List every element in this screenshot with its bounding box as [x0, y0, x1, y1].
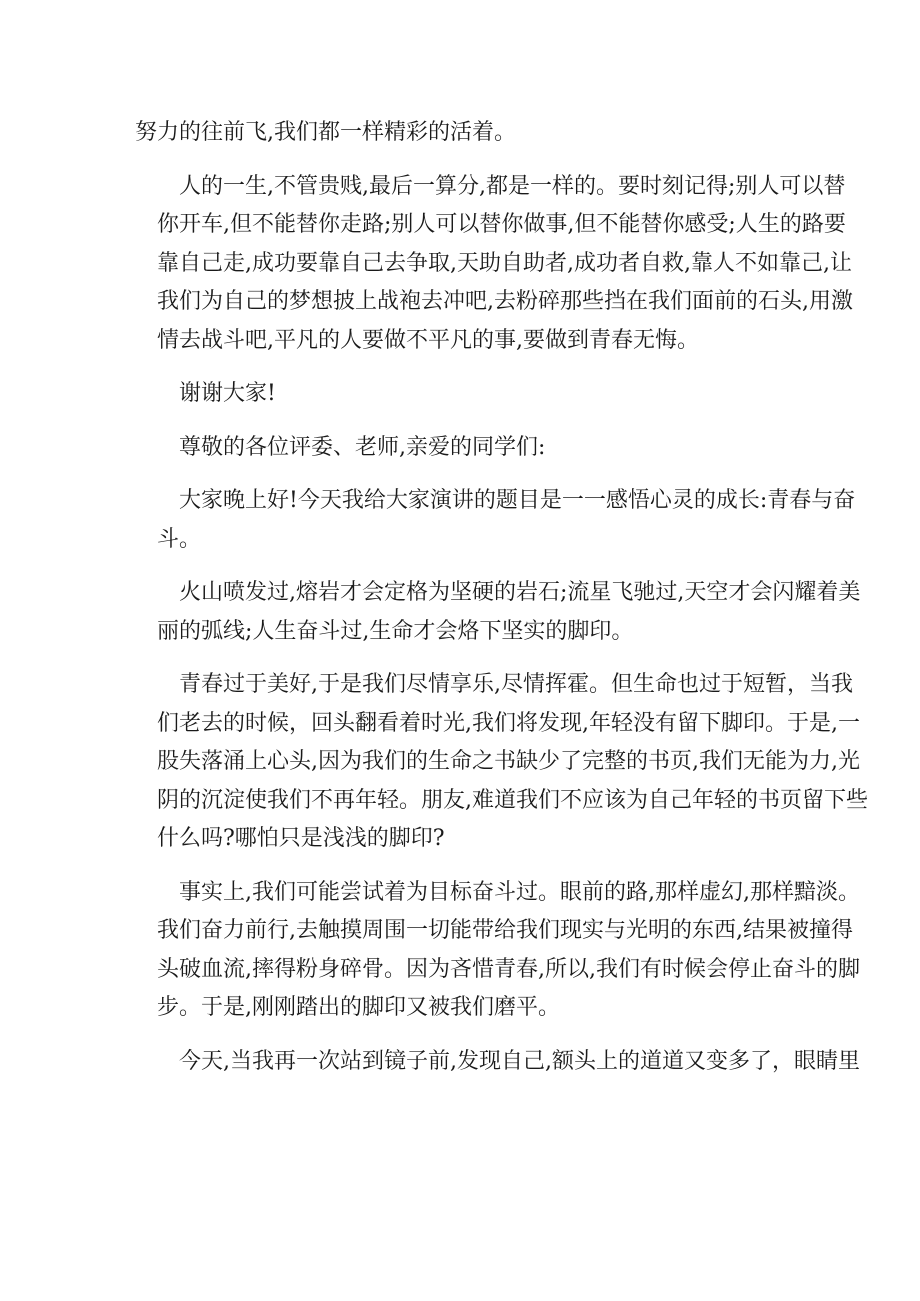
text-line: 阴的沉淀使我们不再年轻。朋友,难道我们不应该为自己年轻的书页留下些 — [157, 787, 868, 813]
text-line: 谢谢大家! — [179, 381, 276, 406]
text-line: 靠自己走,成功要靠自己去争取,天助自助者,成功者自救,靠人不如靠己,让 — [157, 250, 852, 276]
text-line: 什么吗?哪怕只是浅浅的脚印? — [157, 826, 445, 851]
paragraph — [135, 168, 853, 361]
paragraph — [135, 666, 868, 859]
text-line: 情去战斗吧,平凡的人要做不平凡的事,要做到青春无悔。 — [157, 327, 699, 353]
paragraph — [135, 114, 795, 153]
paragraph — [135, 375, 795, 414]
text-line: 们老去的时候，回头翻看着时光,我们将发现,年轻没有留下脚印。于是,一 — [157, 710, 860, 736]
text-line: 青春过于美好,于是我们尽情享乐,尽情挥霍。但生命也过于短暂，当我 — [179, 672, 853, 697]
text-line: 你开车,但不能替你走路;别人可以替你做事,但不能替你感受;人生的路要 — [157, 212, 846, 237]
text-line: 步。于是,刚刚踏出的脚印又被我们磨平。 — [157, 995, 560, 1020]
paragraph — [135, 874, 860, 1028]
text-line: 努力的往前飞,我们都一样精彩的活着。 — [135, 120, 516, 145]
text-line: 火山喷发过,熔岩才会定格为坚硬的岩石;流星飞驰过,天空才会闪耀着美 — [179, 580, 861, 605]
text-line: 股失落涌上心头,因为我们的生命之书缺少了完整的书页,我们无能为力,光 — [157, 749, 860, 774]
text-line: 我们为自己的梦想披上战袍去冲吧,去粉碎那些挡在我们面前的石头,用激 — [157, 289, 853, 314]
paragraph — [135, 429, 795, 468]
paragraph — [135, 1043, 860, 1082]
text-line: 事实上,我们可能尝试着为目标奋斗过。眼前的路,那样虚幻,那样黯淡。 — [179, 879, 860, 905]
paragraph — [135, 574, 861, 651]
text-line: 人的一生,不管贵贱,最后一算分,都是一样的。要时刻记得;别人可以替 — [179, 173, 846, 199]
paragraph — [135, 482, 856, 559]
text-line: 大家晚上好!今天我给大家演讲的题目是一一感悟心灵的成长:青春与奋 — [179, 488, 856, 513]
text-line: 头破血流,摔得粉身碎骨。因为吝惜青春,所以,我们有时候会停止奋斗的脚 — [157, 956, 860, 982]
text-line: 丽的弧线;人生奋斗过,生命才会烙下坚实的脚印。 — [157, 618, 634, 644]
text-line: 斗。 — [157, 526, 202, 552]
document-body — [135, 114, 868, 1096]
text-line: 今天,当我再一次站到镜子前,发现自己,额头上的道道又变多了，眼睛里 — [179, 1048, 860, 1074]
text-line: 尊敬的各位评委、老师,亲爱的同学们: — [179, 434, 546, 460]
text-line: 我们奋力前行,去触摸周围一切能带给我们现实与光明的东西,结果被撞得 — [157, 918, 853, 943]
